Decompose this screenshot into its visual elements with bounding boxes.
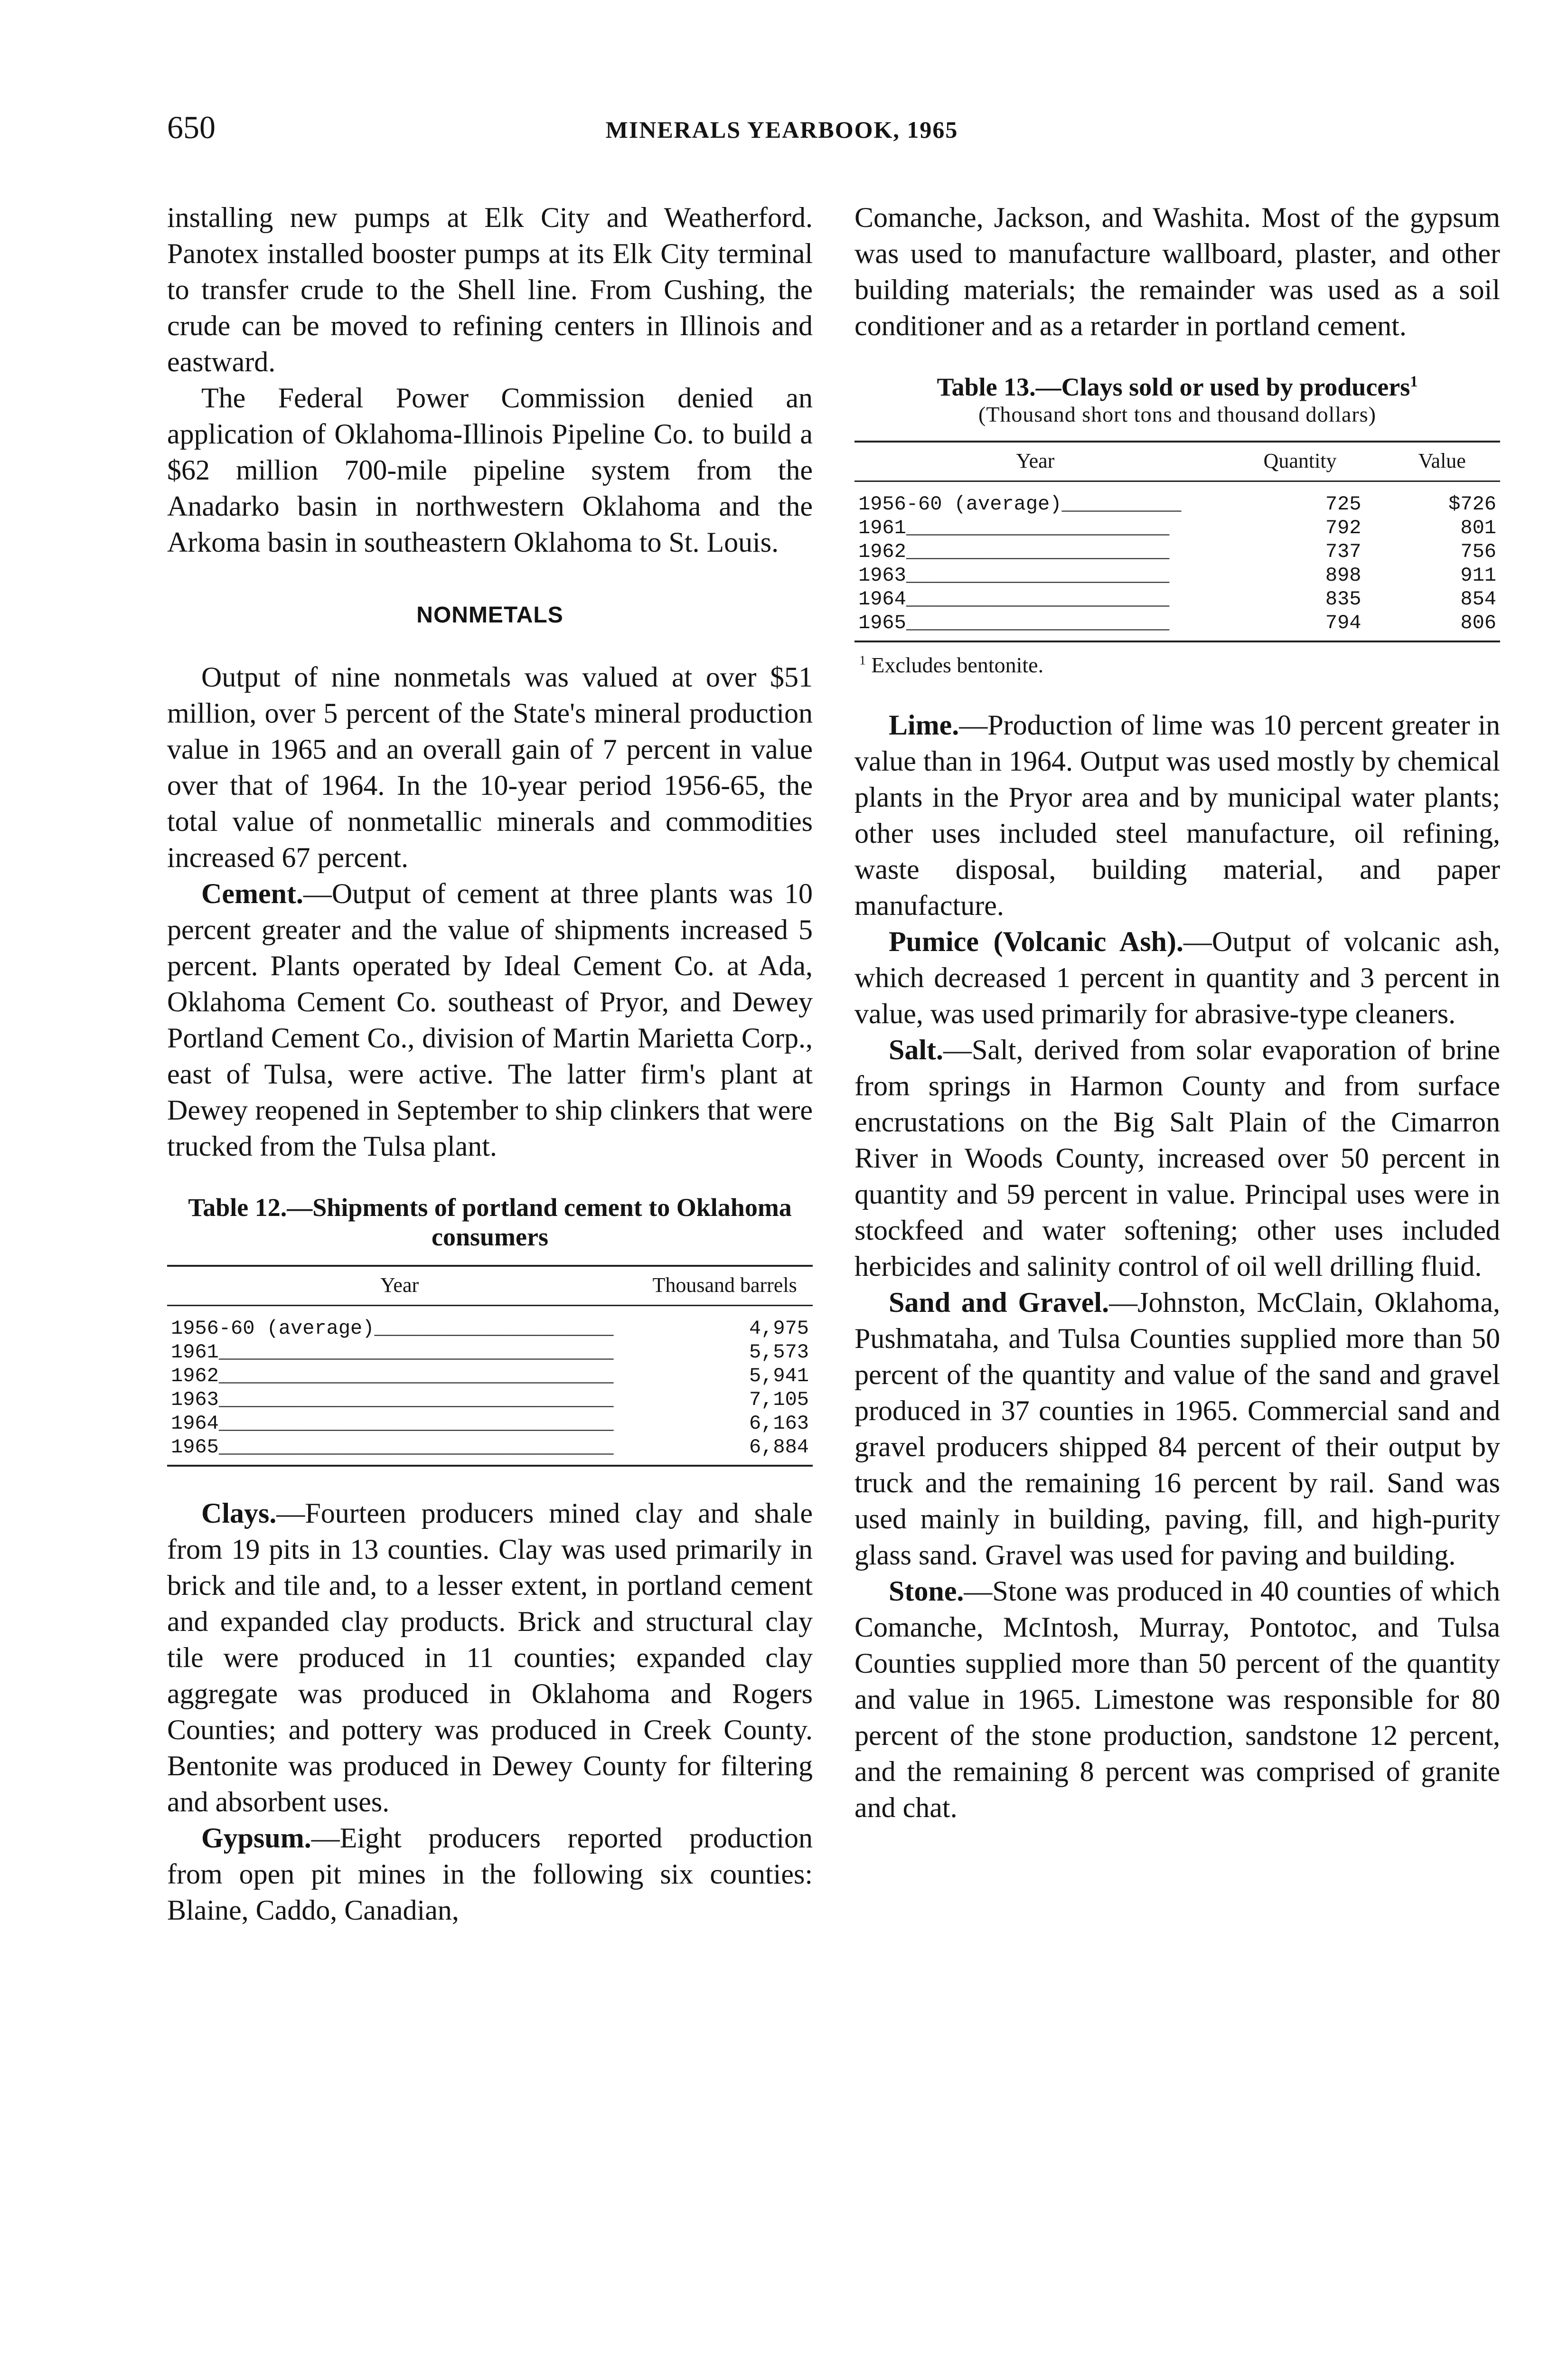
table-13-quantity: 898 [1325,564,1361,587]
page-number: 650 [167,109,216,145]
run-in-gypsum: Gypsum. [201,1822,311,1854]
table-row [167,1412,813,1435]
paragraph-pumice [854,923,1500,1032]
table-13-grid [854,441,1500,642]
table-row [167,1340,813,1364]
left-column [167,199,813,1928]
table-12-grid [167,1265,813,1467]
run-in-pumice: Pumice (Volcanic Ash). [889,926,1183,957]
section-heading-nonmetals: NONMETALS [416,603,563,628]
paragraph-nonmetals-output: Output of nine nonmetals was valued at over $51 million, over 5 percent of the State's mineral production value in 1965 and an overall gain of 7 percent in value over that of 1964. In the 10-year period 1956-65, the total value of nonmetallic minerals and commodities increased 67 percent. [167,661,813,873]
table-13-quantity: 725 [1325,493,1361,516]
run-in-salt: Salt. [889,1034,944,1065]
table-13-value: 806 [1384,611,1501,641]
table-row [167,1388,813,1412]
pumice-text: —Output of volcanic ash, which decreased 1 percent in quantity and 3 percent in value, was used primarily for abrasive-type cleaners. [854,926,1500,1029]
running-head: MINERALS YEARBOOK, 1965 [605,116,958,143]
run-in-stone: Stone. [889,1575,964,1607]
table-12-year: 1963_________________________________ [171,1388,614,1411]
table-12-value: 4,975 [749,1317,809,1340]
table-13-footnote [854,652,1500,678]
gypsum-text: —Eight producers reported production from open pit mines in the following six counties: Blaine, Caddo, Canadian, [167,1822,813,1926]
page-header [167,108,1397,151]
table-13-value: 801 [1460,517,1496,539]
table-13-year: 1962______________________ [858,540,1170,563]
table-row [167,1435,813,1466]
table-12-title: Table 12.—Shipments of portland cement to Oklahoma consumers [188,1193,792,1251]
lime-text: —Production of lime was 10 percent greater in value than in 1964. Output was used mostly by chemical plants in the Pryor area and by municipal water plants; other uses included steel manufacture, oil refining, waste disposal, building material, and paper manufacture. [854,709,1500,921]
sand-gravel-text: —Johnston, McClain, Oklahoma, Pushmataha, and Tulsa Counties supplied more than 50 percent of the quantity and value of the sand and gravel produced in 37 counties in 1965. Commercial sand and gravel producers shipped 84 percent of their output by truck and the remaining 16 percent by rail. Sand was used mainly in building, paving, fill, and high-purity glass sand. Gravel was used for paving and building. [854,1287,1500,1571]
paragraph-cement [167,876,813,1164]
table-13-col-year: Year [854,442,1216,481]
table-row [854,611,1500,641]
table-13-value: 911 [1460,564,1496,587]
table-13-col-value: Value [1384,442,1501,481]
table-row [854,564,1500,587]
table-13-title-text: Table 13.—Clays sold or used by producers [937,373,1410,401]
table-13-value: 854 [1460,588,1496,611]
paragraph-pipelines-continued: installing new pumps at Elk City and Weatherford. Panotex installed booster pumps at its Elk City terminal to transfer crude to the Shell line. From Cushing, the crude can be moved to refining centers in Illinois and eastward. [167,202,813,377]
table-13-year: 1964______________________ [858,588,1170,611]
table-13-quantity: 737 [1325,540,1361,563]
table-12-year: 1964_________________________________ [171,1412,614,1435]
table-12-value: 6,163 [749,1412,809,1435]
paragraph-stone [854,1573,1500,1826]
table-13-year: 1963______________________ [858,564,1170,587]
table-13-year: 1961______________________ [858,517,1170,539]
footnote-text: Excludes bentonite. [865,653,1044,677]
table-row [167,1364,813,1388]
table-12-col-thousand-barrels: Thousand barrels [632,1266,813,1306]
table-row [167,1306,813,1341]
table-row [854,516,1500,540]
table-row [854,587,1500,611]
table-12-year: 1962_________________________________ [171,1365,614,1387]
paragraph-lime [854,707,1500,923]
table-13-year: 1965______________________ [854,611,1216,641]
cement-text: —Output of cement at three plants was 10 percent greater and the value of shipments increased 5 percent. Plants operated by Ideal Cement Co. at Ada, Oklahoma Cement Co. southeast of Pryor, and Dewey Portland Cement Co., division of Martin Marietta Corp., east of Tulsa, were active. The latter firm's plant at Dewey reopened in September to ship clinkers that were trucked from the Tulsa plant. [167,878,813,1162]
table-12-value: 6,884 [632,1435,813,1466]
table-12-year: 1965_________________________________ [167,1435,632,1466]
table-12-year: 1956-60 (average)____________________ [171,1317,614,1340]
paragraph-gypsum [167,1820,813,1928]
table-12-col-year: Year [167,1266,632,1306]
table-13-col-quantity: Quantity [1216,442,1384,481]
table-13-quantity: 835 [1325,588,1361,611]
paragraph-salt [854,1032,1500,1284]
table-13-quantity: 792 [1325,517,1361,539]
table-13-subtitle: (Thousand short tons and thousand dollars) [978,402,1376,426]
table-13-quantity: 794 [1216,611,1384,641]
table-13-value: 756 [1460,540,1496,563]
table-12-value: 5,573 [749,1341,809,1364]
run-in-lime: Lime. [889,709,959,741]
run-in-cement: Cement. [201,878,303,909]
table-13-value: $726 [1448,493,1496,516]
table-12-value: 5,941 [749,1365,809,1387]
right-column [854,199,1500,1826]
footnote-mark: 1 [859,652,866,668]
table-13-year: 1956-60 (average)__________ [858,493,1182,516]
paragraph-clays [167,1495,813,1820]
table-13-title-footnote-mark: 1 [1410,373,1418,390]
table-13 [854,372,1500,678]
run-in-sand-gravel: Sand and Gravel. [889,1287,1109,1318]
table-13-title [854,372,1500,402]
table-12-year: 1961_________________________________ [171,1341,614,1364]
paragraph-sand-gravel [854,1284,1500,1573]
salt-text: —Salt, derived from solar evaporation of brine from springs in Harmon County and from surface encrustations on the Big Salt Plain of the Cimarron River in Woods County, increased over 50 percent in quantity and 59 percent in value. Principal uses were in stockfeed and water softening; other uses included herbicides and salinity control of oil well drilling fluid. [854,1034,1500,1282]
table-row [854,540,1500,564]
table-12 [167,1193,813,1467]
stone-text: —Stone was produced in 40 counties of which Comanche, McIntosh, Murray, Pontotoc, and Tulsa Counties supplied more than 50 percent of the quantity and value in 1965. Limestone was responsible for 80 percent of the stone production, sandstone 12 percent, and the remaining 8 percent was comprised of granite and chat. [854,1575,1500,1823]
paragraph-fpc-pipeline: The Federal Power Commission denied an application of Oklahoma-Illinois Pipeline Co. to build a $62 million 700-mile pipeline system from the Anadarko basin in northwestern Oklahoma and the Arkoma basin in southeastern Oklahoma to St. Louis. [167,382,813,558]
table-12-value: 7,105 [749,1388,809,1411]
run-in-clays: Clays. [201,1498,277,1529]
table-row [854,481,1500,517]
paragraph-gypsum-continued: Comanche, Jackson, and Washita. Most of the gypsum was used to manufacture wallboard, plaster, and other building materials; the remainder was used as a soil conditioner and as a retarder in portland cement. [854,202,1500,341]
clays-text: —Fourteen producers mined clay and shale from 19 pits in 13 counties. Clay was used primarily in brick and tile and, to a lesser extent, in portland cement and expanded clay products. Brick and structural clay tile were produced in 11 counties; expanded clay aggregate was produced in Oklahoma and Rogers Counties; and pottery was produced in Creek County. Bentonite was produced in Dewey County for filtering and absorbent uses. [167,1498,813,1818]
